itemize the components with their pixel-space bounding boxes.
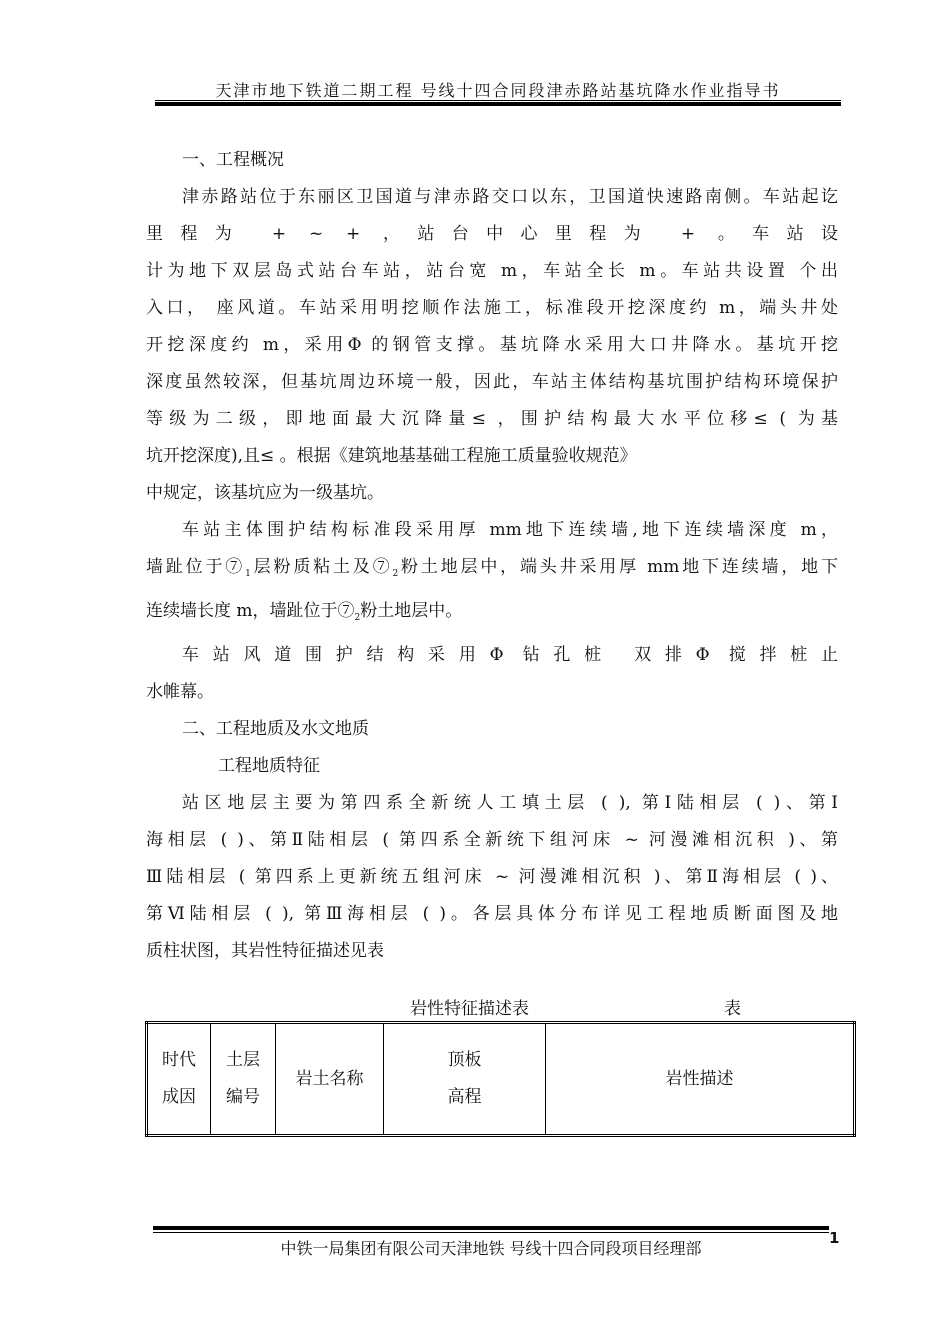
footer-rule-thin [153,1232,829,1233]
header-rule-thick [155,102,841,106]
header-text: 高程 [447,1087,482,1107]
header-cell-description [546,1023,855,1136]
paragraph-line [146,593,838,637]
header-text: 顶板 [447,1050,482,1070]
header-text: 岩土名称 [295,1068,364,1089]
text-run: 粉土地层中，端头井采用厚 mm地下连续墙，地下 [398,557,838,577]
paragraph-line: 车站主体围护结构标准段采用厚 mm地下连续墙,地下连续墙深度 m， [182,520,838,540]
header-text: 土层 [226,1050,260,1070]
table-caption [146,994,838,1018]
text-run: 连续墙长度 m，墙趾位于⑦ [146,601,355,621]
paragraph-line: 计为地下双层岛式站台车站，站台宽 m，车站全长 m。车站共设置 个出 [146,261,838,281]
table-header-row [147,1023,855,1136]
paragraph-line: 海相层 ( )、第Ⅱ陆相层 ( 第四系全新统下组河床 ~ 河漫滩相沉积 )、第 [146,830,838,850]
paragraph-line: 津赤路站位于东丽区卫国道与津赤路交口以东，卫国道快速路南侧。车站起讫 [182,187,838,207]
paragraph-line: 等级为二级，即地面最大沉降量≤ ，围护结构最大水平位移≤ ( 为基 [146,409,838,429]
subscript: 1 [245,569,251,579]
header-rule-thin [155,100,841,101]
paragraph-line: Ⅲ陆相层 ( 第四系上更新统五组河床 ~ 河漫滩相沉积 )、第Ⅱ海相层 ( )、 [146,867,838,887]
paragraph-line: 坑开挖深度),且≤ 。根据《建筑地基基础工程施工质量验收规范》 [146,446,637,466]
subsection-title: 工程地质特征 [218,756,320,776]
header-text: 成因 [162,1087,196,1107]
paragraph-line: 第Ⅵ陆相层 ( ), 第Ⅲ海相层 ( )。各层具体分布详见工程地质断面图及地 [146,904,838,924]
subscript: 2 [354,613,361,623]
paragraph-line: 质柱状图，其岩性特征描述见表 [146,941,384,961]
paragraph-line [146,549,838,593]
table-caption-title: 岩性特征描述表 [410,999,529,1019]
text-run: 粉土地层中。 [360,601,463,621]
table-caption-number: 表 [724,999,741,1019]
document-body [146,142,838,970]
section-1-title: 一、工程概况 [182,150,284,170]
paragraph-line: 入口， 座风道。车站采用明挖顺作法施工，标准段开挖深度约 m，端头井处 [146,298,838,318]
page-header: 天津市地下铁道二期工程 号线十四合同段津赤路站基坑降水作业指导书 [215,81,781,100]
subscript: 2 [392,569,399,579]
paragraph-line: 深度虽然较深，但基坑周边环境一般，因此，车站主体结构基坑围护结构环境保护 [146,372,838,392]
text-run: 层粉质粘土及⑦ [250,557,393,577]
header-cell-top-elevation [384,1023,546,1136]
paragraph-line: 车站风道围护结构采用Φ 钻孔桩 双排Φ 搅拌桩止 [182,645,838,665]
paragraph-line: 中规定，该基坑应为一级基坑。 [146,483,384,503]
header-cell-soil-name [276,1023,384,1136]
paragraph-line: 水帷幕。 [146,682,214,702]
paragraph-line: 开挖深度约 m，采用Φ 的钢管支撑。基坑降水采用大口井降水。基坑开挖 [146,335,838,355]
paragraph-line: 里程为 + ~ + ，站台中心里程为 + 。车站设 [146,224,838,244]
header-cell-layer-no [211,1023,276,1136]
page-footer: 中铁一局集团有限公司天津地铁 号线十四合同段项目经理部 [280,1239,702,1258]
header-cell-era [147,1023,211,1136]
paragraph-line: 站区地层主要为第四系全新统人工填土层 ( ), 第Ⅰ陆相层 ( )、第Ⅰ [182,793,838,813]
section-2-title: 二、工程地质及水文地质 [182,719,369,739]
header-text: 编号 [226,1087,260,1107]
text-run: 墙趾位于⑦ [146,557,246,577]
page-number: 1 [829,1229,840,1247]
rock-properties-table [145,1021,856,1137]
header-text: 时代 [162,1050,196,1070]
header-text: 岩性描述 [665,1068,734,1089]
footer-rule-thick [153,1226,829,1230]
